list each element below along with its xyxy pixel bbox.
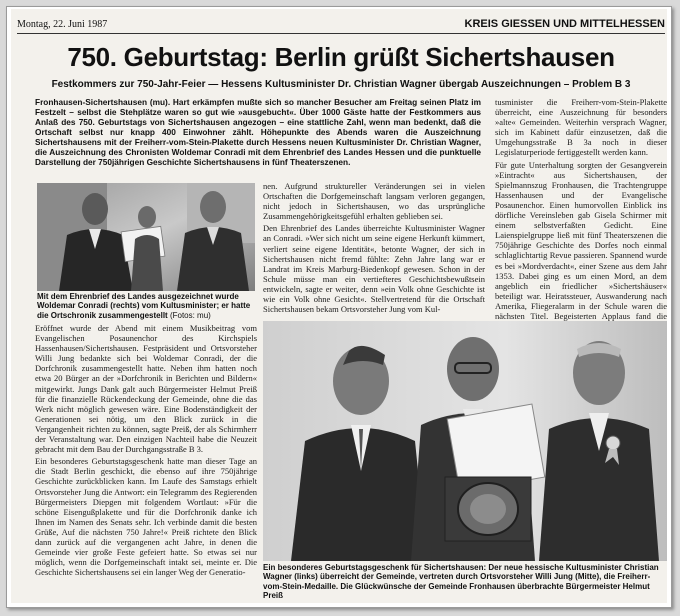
subheadline: Festkommers zur 750-Jahr-Feier — Hessens Kultusminister Dr. Christian Wagner übergab Auszeichnungen – Problem B 3 <box>51 79 631 90</box>
paragraph: tusminister die Freiherr-vom-Stein-Plakette überreicht, eine Auszeichnung für besonders »alte« Gemeinden. Weiterhin versprach Wagner, sich im Kabinett dafür einzusetzen, daß die Umgehungsstraße B 3a noch in dieser Legislaturperiode fertiggestellt werden kann. <box>495 97 667 158</box>
caption-text: Mit dem Ehrenbrief des Landes ausgezeichnet wurde Woldemar Conradi (rechts) vom Kultusminister; er hatte die Ortschronik zusammengestellt <box>37 292 251 320</box>
paragraph: Für gute Unterhaltung sorgten der Gesangverein »Eintracht« aus Sichertshausen, der Spielmannszug Fronhausen, die Trachtengruppe Hassenhausen und der Evangelische Posaunenchor. Einen humorvollen Einblick ins dörfliche Vereinsleben gab Gisela Schirmer mit einem selbstverfaßten Gedicht. Eine Laienspielgruppe ließ mit fünf Theaterszenen die 750jährige Geschichte des Dorfes noch einmal schlaglichtartig Revue passieren. Spannend wurde es bei »Mordverdacht«, einer Szene aus dem Jahr 1353. Dabei ging es um einen Mord, an dem angeblich ein friedlicher »Sichertshäuser« beteiligt war. Heiratssteuer, Auswanderung nach Amerika, Fliegeralarm in der Schule waren die nächsten Titel. Begeisterten Applaus fand die <box>495 159 667 321</box>
photo-medaille-caption: Ein besonderes Geburtstagsgeschenk für Sichertshausen: Der neue hessische Kultusminister Christian Wagner (links) überreicht der Gemeinde, vertreten durch Ortsvorsteher Willi Jung (Mitte), die Freiherr-vom-Stein-Medaille. Die Glückwünsche der Gemeinde Fronhausen überbrachte Bürgermeister Helmut Preiß <box>263 563 659 600</box>
paragraph: nen. Aufgrund struktureller Veränderungen sei in vielen Ortschaften die Dorfgemeinschaft langsam verloren gegangen, nicht jedoch in Sichertshausen, wo das ursprüngliche Zusammengehörigkeitsgefühl erhalten geblieben sei. <box>263 181 485 222</box>
photo-ehrenbrief-image <box>37 183 255 291</box>
article-column-right <box>495 97 667 319</box>
headline: 750. Geburtstag: Berlin grüßt Sichertshausen <box>67 42 615 72</box>
document-frame <box>6 6 672 608</box>
lead-paragraph: Fronhausen-Sichertshausen (mu). Hart erkämpfen mußte sich so mancher Besucher am Freitag seinen Platz im Festzelt – selbst die Stehplätze waren so gut wie »ausgebucht«. Über 1000 Gäste hatte der Festkommers aus Anlaß des 750. Geburtstags von Sichertshausen angezogen – eine stattliche Zahl, wenn man bedenkt, daß die Ortschaft selbst nur knapp 400 Einwohner zählt. Höhepunkte des Abends waren die Auszeichnung Sichertshausens mit der Freiherr-vom-Stein-Plakette durch Hessens neuen Kultusminister Dr. Christian Wagner, die Auszeichnung des Chronisten Woldemar Conradi mit dem Ehrenbrief des Landes Hessen und die punktuelle Darstellung der 750jährigen Geschichte Sichertshausens in fünf Theaterszenen. <box>35 97 481 167</box>
paragraph: Eröffnet wurde der Abend mit einem Musikbeitrag vom Evangelischen Posaunenchor des Kirchspiels Hassenhausen/Sichertshausen. Festpräsident und Ortsvorsteher Willi Jung bedankte sich bei Woldemar Conradi, der die Dorfchronik zusammengestellt hatte. Neben ihm hatten noch etwa 20 Bürger an der »Dorfchronik in Berichten und Bildern« mitgewirkt. Jungs Dank galt auch Bürgermeister Helmut Preiß für die finanzielle Rückendeckung der Gemeinde, ohne die das Werk nicht möglich gewesen wäre. Eine Bodenständigkeit der Generationen sei nötig, um den Blick zurück in die Vergangenheit richten zu können, sagte Preiß, der als Schirmherr der Veranstaltung war. Den einzigen Nachteil habe die Neuzeit gebracht mit dem Bau der Durchgangsstraße B 3. <box>35 323 257 455</box>
paragraph: Den Ehrenbrief des Landes überreichte Kultusminister Wagner an Conradi. »Wer sich nicht um seine eigene Herkunft kümmert, verliert seine eigene Identität«, betonte Wagner, der sich in Sichertshausen nicht fremd fühlte: Zehn Jahre lang war er Landrat im Kreis Marburg-Biedenkopf gewesen. Schon in der Schule müsse man ein vertiefteres Geschichtsbewußtsein entwickeln, sagte er weiter, denn »ein Volk ohne Geschichte ist wie ein Volk ohne Gesicht«. Stellvertretend für die Ortschaft Sichertshausen bekam Ortsvorsteher Jung vom Kul- <box>263 223 485 315</box>
newspaper-clipping <box>11 9 667 603</box>
section-title: KREIS GIESSEN UND MITTELHESSEN <box>464 18 665 30</box>
masthead <box>17 19 665 34</box>
photo-credit: (Fotos: mu) <box>169 310 211 320</box>
photo-ehrenbrief <box>37 183 255 291</box>
issue-date: Montag, 22. Juni 1987 <box>17 19 108 30</box>
photo-medaille-image <box>263 321 667 561</box>
article-column-middle <box>263 181 485 319</box>
photo-ehrenbrief-caption <box>37 292 255 322</box>
article-column-left <box>35 323 257 599</box>
photo-medaille <box>263 321 667 561</box>
paragraph: Ein besonderes Geburtstagsgeschenk hatte man dieser Tage an die Stadt Berlin geschickt, die ebenso auf ihre 750jährige Geschichte zurückblicken kann. Im Laufe des Samstags erhielt Ortsvorsteher Jung die Antwort: ein Telegramm des Regierenden Bürgermeisters Diepgen mit folgendem Wortlaut: »Für die schöne Eisengußplakette und für die Dorfchronik danke ich Ihnen im Namen des Senats sehr. Ich verbinde damit die besten Grüße, Auf die nächsten 750 Jahre!« Preiß richtete den Blick dann zurück auf die vergangenen acht Jahre, in denen die Gemeinde vier große Feste gefeiert hatte. So etwas sei nur möglich, wenn die Dorfgemeinschaft intakt sei, meinte er. Die Geschichte Sichertshausens sei ein langer Weg der Generatio- <box>35 456 257 578</box>
